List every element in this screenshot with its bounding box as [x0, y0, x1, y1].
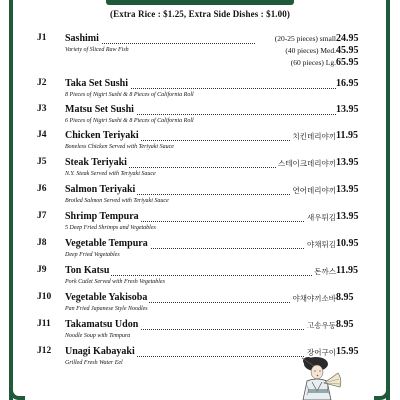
- item-code: J2: [37, 78, 47, 88]
- item-name: Steak Teriyaki: [65, 157, 127, 168]
- item-name: Takamatsu Udon: [65, 319, 139, 330]
- frame-top-border: [106, 0, 294, 5]
- item-name: Ton Katsu: [65, 265, 110, 276]
- frame-left-border: [9, 0, 13, 400]
- item-description: 8 Pieces of Nigiri Sushi & 8 Pieces of California Roll: [65, 92, 194, 98]
- item-korean-name: 고송우동: [307, 321, 336, 330]
- item-name: Shrimp Tempura: [65, 211, 139, 222]
- item-korean-name: 스테이크데리야끼: [278, 159, 336, 168]
- item-korean-name: 연어데리야끼: [292, 186, 336, 195]
- item-name: Matsu Set Sushi: [65, 104, 134, 115]
- item-code: J5: [37, 157, 47, 167]
- item-price: 15.95: [336, 346, 359, 357]
- item-korean-name: 장어구이: [307, 348, 336, 357]
- item-description: Noodle Soup with Tempura: [65, 333, 131, 339]
- extras-note: (Extra Rice : $1.25, Extra Side Dishes : $1.00): [110, 9, 290, 19]
- item-code: J12: [37, 346, 52, 356]
- item-price: 13.95: [336, 184, 359, 195]
- item-korean-name: 새우튀김: [307, 213, 336, 222]
- item-name: Vegetable Yakisoba: [65, 292, 148, 303]
- size-label: (60 pieces) Lg.: [290, 58, 336, 67]
- size-price: 24.95: [336, 33, 359, 44]
- item-description: 5 Deep Fried Shrimps and Vegetables: [65, 225, 156, 231]
- item-description: Pan Fried Japanese Style Noodles: [65, 306, 148, 312]
- size-price: 65.95: [336, 57, 359, 68]
- item-price: 8.95: [336, 319, 354, 330]
- item-price: 8.95: [336, 292, 354, 303]
- item-price: 11.95: [336, 265, 358, 276]
- item-code: J10: [37, 292, 52, 302]
- item-description: Deep Fried Vegetables: [65, 252, 120, 258]
- frame-right-border: [386, 0, 390, 400]
- item-code: J4: [37, 130, 47, 140]
- size-label: (20-25 pieces) small: [274, 34, 336, 43]
- item-korean-name: 야채야끼소바: [292, 294, 336, 303]
- item-price: 10.95: [336, 238, 359, 249]
- item-korean-name: 야채튀김: [307, 240, 336, 249]
- item-korean-name: 치킨데리야끼: [292, 132, 336, 141]
- item-name: Vegetable Tempura: [65, 238, 148, 249]
- item-description: Pork Cutlet Served with Fresh Vegetables: [65, 279, 165, 285]
- size-label: (40 pieces) Med.: [285, 46, 336, 55]
- item-code: J1: [37, 33, 47, 43]
- geisha-illustration: [298, 355, 342, 400]
- item-name: Chicken Teriyaki: [65, 130, 139, 141]
- item-price: 11.95: [336, 130, 358, 141]
- size-price: 45.95: [336, 45, 359, 56]
- item-code: J11: [37, 319, 51, 329]
- item-name: Salmon Teriyaki: [65, 184, 136, 195]
- item-price: 13.95: [336, 211, 359, 222]
- item-description: N.Y. Steak Served with Teriyaki Sauce: [65, 171, 156, 177]
- item-name: Sashimi: [65, 33, 99, 44]
- item-price: 16.95: [336, 78, 359, 89]
- item-code: J7: [37, 211, 47, 221]
- item-description: Boneless Chicken Served with Teriyaki Sauce: [65, 144, 174, 150]
- item-code: J6: [37, 184, 47, 194]
- item-description: Grilled Fresh Water Eel: [65, 360, 123, 366]
- item-description: 6 Pieces of Nigiri Sushi & 8 Pieces of California Roll: [65, 118, 194, 124]
- item-name: Unagi Kabayaki: [65, 346, 135, 357]
- item-code: J3: [37, 104, 47, 114]
- item-description: Variety of Sliced Raw Fish: [65, 47, 129, 53]
- item-korean-name: 돈까스: [314, 267, 336, 276]
- item-name: Taka Set Sushi: [65, 78, 128, 89]
- item-price: 13.95: [336, 104, 359, 115]
- item-code: J8: [37, 238, 47, 248]
- item-price: 13.95: [336, 157, 359, 168]
- item-code: J9: [37, 265, 47, 275]
- item-description: Broiled Salmon Served with Teriyaki Sauce: [65, 198, 169, 204]
